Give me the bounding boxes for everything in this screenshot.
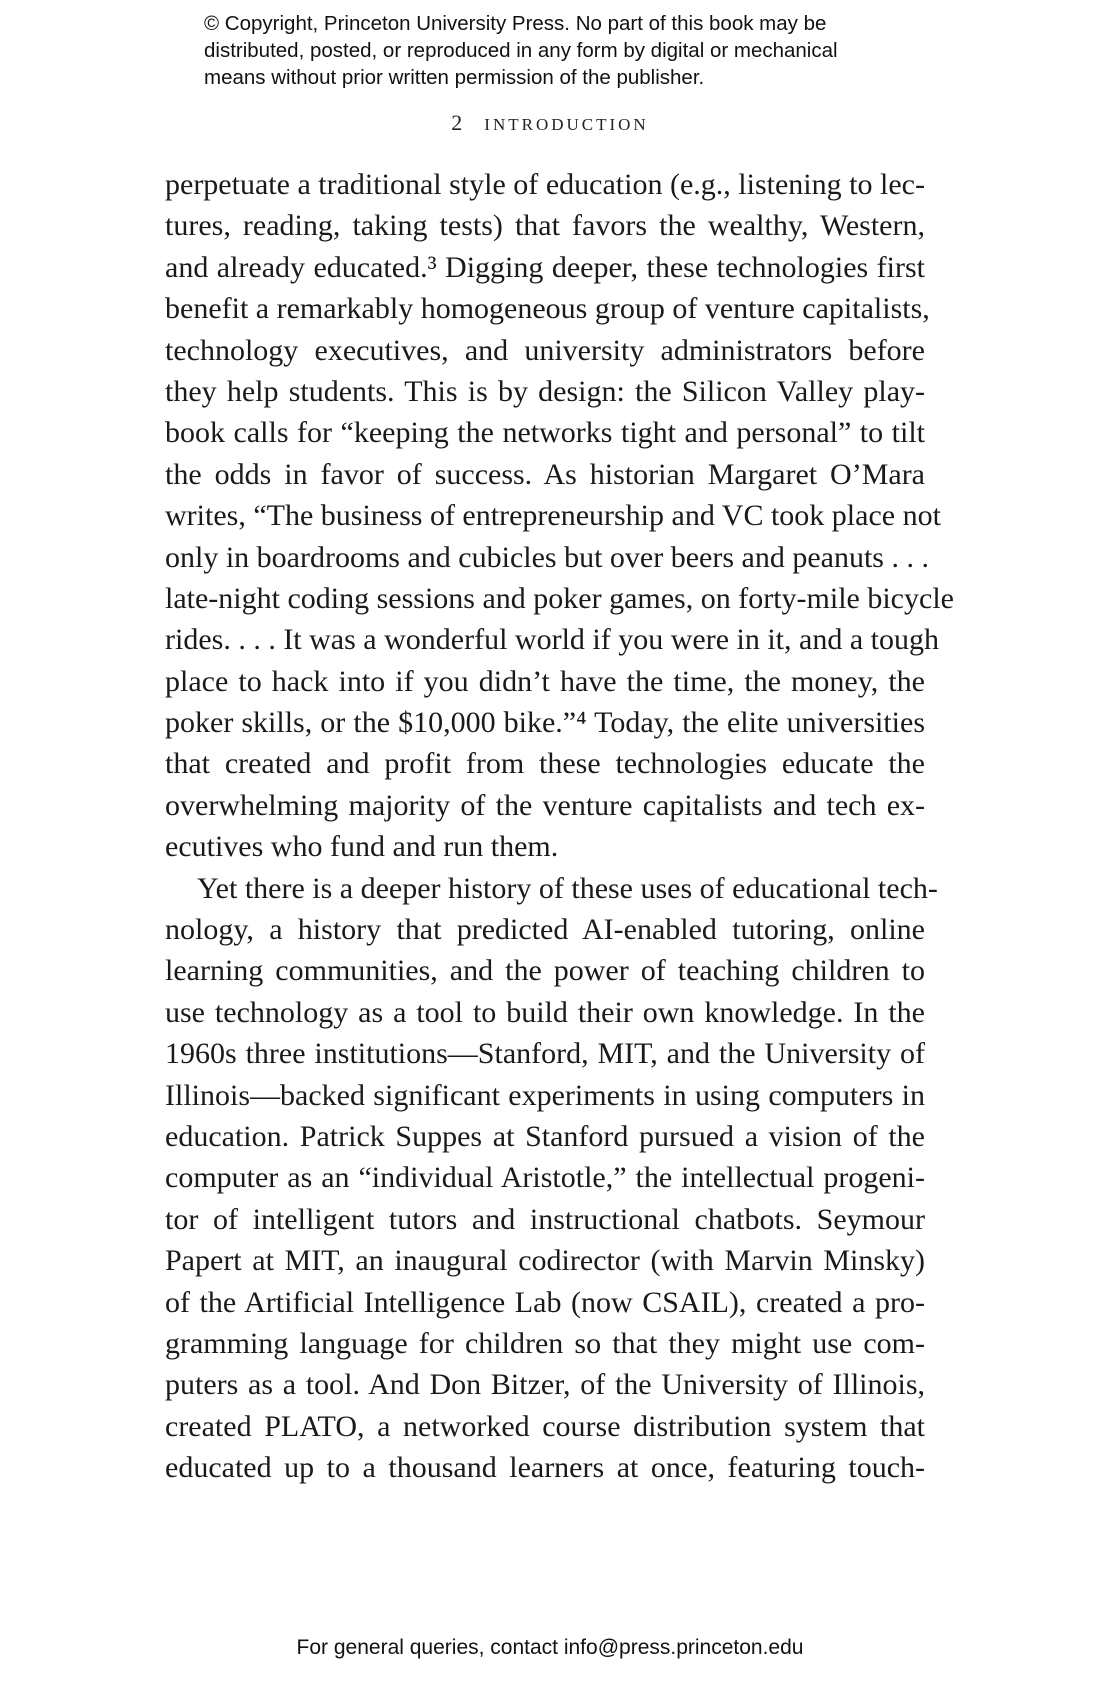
paragraph-2 xyxy=(165,868,938,1489)
text-line: education. Patrick Suppes at Stanford pursued a vision of the xyxy=(165,1119,925,1153)
paragraph-1 xyxy=(165,164,954,868)
text-line: nology, a history that predicted AI-enabled tutoring, online xyxy=(165,913,925,947)
text-line: created PLATO, a networked course distribution system that xyxy=(165,1409,925,1443)
text-line: that created and profit from these technologies educate the xyxy=(165,747,925,781)
text-line: puters as a tool. And Don Bitzer, of the University of Illinois, xyxy=(165,1368,925,1402)
copyright-line: © Copyright, Princeton University Press. No part of this book may be xyxy=(204,12,827,35)
text-line: ecutives who fund and run them. xyxy=(165,830,559,864)
text-line: gramming language for children so that they might use com- xyxy=(165,1326,925,1360)
text-line: technology executives, and university administrators before xyxy=(165,333,925,367)
text-line: Illinois—backed significant experiments in using computers in xyxy=(165,1078,925,1112)
text-line: and already educated.³ Digging deeper, these technologies first xyxy=(165,250,925,284)
text-line: of the Artificial Intelligence Lab (now CSAIL), created a pro- xyxy=(165,1285,925,1319)
page-number: 2 xyxy=(451,110,463,135)
copyright-line: distributed, posted, or reproduced in any form by digital or mechanical xyxy=(204,39,838,62)
text-line: writes, “The business of entrepreneurship and VC took place not xyxy=(165,499,941,533)
text-line: poker skills, or the $10,000 bike.”⁴ Today, the elite universities xyxy=(165,706,925,740)
running-head xyxy=(0,110,1100,136)
text-line: computer as an “individual Aristotle,” the intellectual progeni- xyxy=(165,1161,925,1195)
section-title: INTRODUCTION xyxy=(484,115,649,134)
text-line: rides. . . . It was a wonderful world if you were in it, and a tough xyxy=(165,623,939,657)
text-line: tor of intelligent tutors and instructional chatbots. Seymour xyxy=(165,1202,925,1236)
text-line: benefit a remarkably homogeneous group of venture capitalists, xyxy=(165,292,930,326)
text-line: learning communities, and the power of teaching children to xyxy=(165,954,925,988)
text-line: they help students. This is by design: the Silicon Valley play- xyxy=(165,374,925,408)
footer-contact: For general queries, contact info@press.princeton.edu xyxy=(296,1636,804,1659)
text-line: overwhelming majority of the venture capitalists and tech ex- xyxy=(165,788,925,822)
text-line: use technology as a tool to build their own knowledge. In the xyxy=(165,995,925,1029)
text-line: Yet there is a deeper history of these uses of educational tech- xyxy=(197,871,938,905)
text-line: only in boardrooms and cubicles but over beers and peanuts . . . xyxy=(165,540,929,574)
text-line: book calls for “keeping the networks tight and personal” to tilt xyxy=(165,416,925,450)
text-line: Papert at MIT, an inaugural codirector (with Marvin Minsky) xyxy=(165,1244,925,1278)
text-line: the odds in favor of success. As historian Margaret O’Mara xyxy=(165,457,925,491)
copyright-notice xyxy=(204,10,924,91)
text-line: 1960s three institutions—Stanford, MIT, and the University of xyxy=(165,1037,925,1071)
text-line: place to hack into if you didn’t have the time, the money, the xyxy=(165,664,925,698)
text-line: educated up to a thousand learners at once, featuring touch- xyxy=(165,1451,925,1485)
copyright-line: means without prior written permission of the publisher. xyxy=(204,66,705,89)
body-text xyxy=(165,164,954,1489)
text-line: late-night coding sessions and poker games, on forty-mile bicycle xyxy=(165,581,954,615)
text-line: perpetuate a traditional style of education (e.g., listening to lec- xyxy=(165,168,925,201)
text-line: tures, reading, taking tests) that favors the wealthy, Western, xyxy=(165,209,925,243)
